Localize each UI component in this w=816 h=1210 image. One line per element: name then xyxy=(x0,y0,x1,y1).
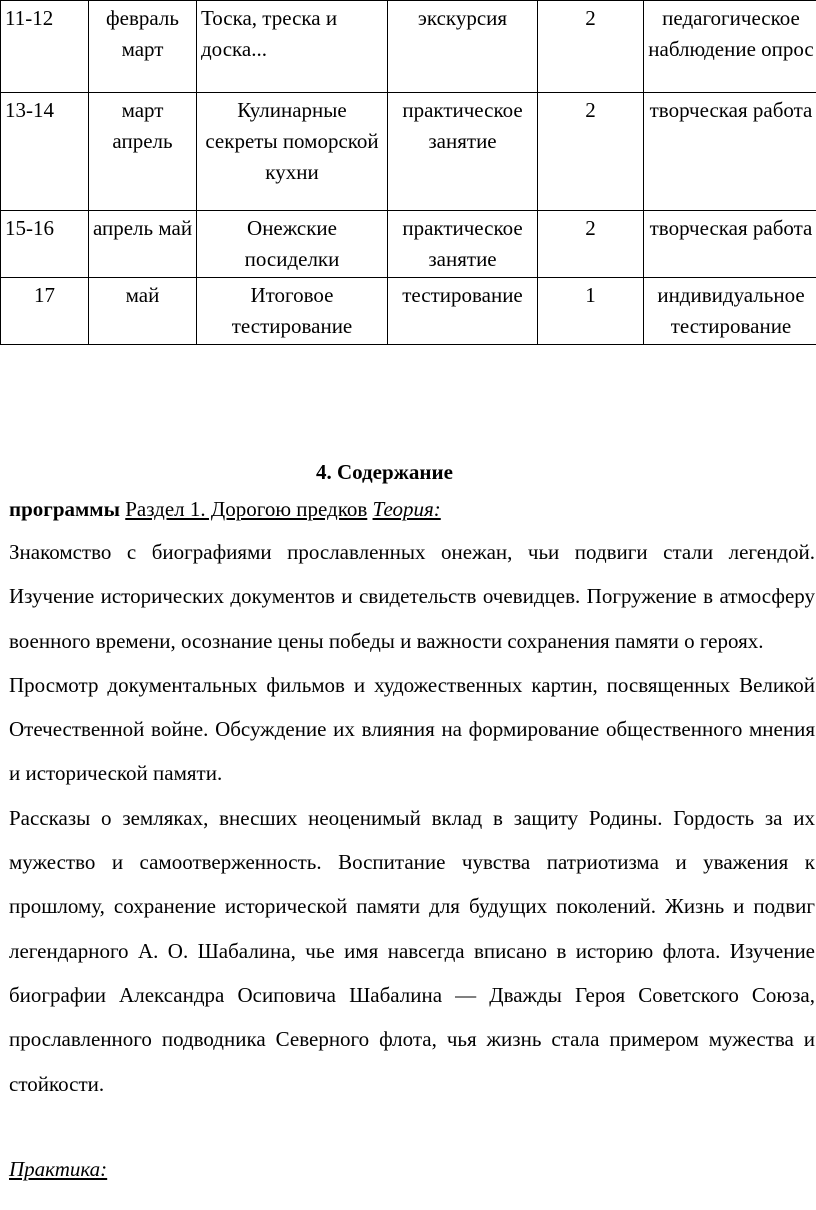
cell-hours: 2 xyxy=(538,1,644,93)
cell-hours: 2 xyxy=(538,93,644,211)
section-number: 4 xyxy=(316,460,327,484)
cell-hours: 2 xyxy=(538,211,644,278)
cell-form: экскурсия xyxy=(388,1,538,93)
cell-number: 13-14 xyxy=(1,93,89,211)
cell-period: май xyxy=(89,278,197,345)
theory-label: Теория: xyxy=(372,497,441,521)
section-subheading xyxy=(9,497,441,522)
cell-form: практическое занятие xyxy=(388,211,538,278)
section-subtitle: Раздел 1. Дорогою предков xyxy=(125,497,368,521)
cell-control: педагогическое наблюдение опрос xyxy=(644,1,816,93)
cell-control: индивидуальное тестирование xyxy=(644,278,816,345)
table-row xyxy=(1,1,816,93)
cell-hours: 1 xyxy=(538,278,644,345)
cell-control: творческая работа xyxy=(644,211,816,278)
section-heading: 4. Содержание xyxy=(316,460,453,484)
table-row xyxy=(1,278,816,345)
section-title-continued: программы xyxy=(9,497,120,521)
cell-control: творческая работа xyxy=(644,93,816,211)
section-content xyxy=(9,530,815,1106)
paragraph: Рассказы о земляках, внесших неоценимый вклад в защиту Родины. Гордость за их мужество и самоотверженность. Воспитание чувства патриотизма и уважения к прошлому, сохранение исторической памяти для будущих поколений. Жизнь и подвиг легендарного А. О. Шабалина, чье имя навсегда вписано в историю флота. Изучение биографии Александра Осиповича Шабалина — Дважды Героя Советского Союза, прославленного подводника Северного флота, чья жизнь стала примером мужества и стойкости. xyxy=(9,805,815,1096)
table-row xyxy=(1,211,816,278)
cell-period: март апрель xyxy=(89,93,197,211)
practice-label: Практика: xyxy=(9,1157,108,1181)
cell-number: 17 xyxy=(1,278,89,345)
section-title: Содержание xyxy=(337,460,453,484)
cell-number: 11-12 xyxy=(1,1,89,93)
cell-form: тестирование xyxy=(388,278,538,345)
cell-topic: Итоговое тестирование xyxy=(197,278,388,345)
cell-form: практическое занятие xyxy=(388,93,538,211)
cell-number: 15-16 xyxy=(1,211,89,278)
cell-topic: Кулинарные секреты поморской кухни xyxy=(197,93,388,211)
paragraph: Знакомство с биографиями прославленных онежан, чьи подвиги стали легендой. Изучение исторических документов и свидетельств очевидцев. Погружение в атмосферу военного времени, осознание цены победы и важности сохранения памяти о героях. xyxy=(9,540,815,653)
cell-period: февраль март xyxy=(89,1,197,93)
paragraph: Просмотр документальных фильмов и художественных картин, посвященных Великой Отечественной войне. Обсуждение их влияния на формирование общественного мнения и исторической памяти. xyxy=(9,672,815,786)
table-row xyxy=(1,93,816,211)
cell-period: апрель май xyxy=(89,211,197,278)
cell-topic: Тоска, треска и доска... xyxy=(197,1,388,93)
lesson-plan-table xyxy=(0,0,816,345)
cell-topic: Онежские посиделки xyxy=(197,211,388,278)
